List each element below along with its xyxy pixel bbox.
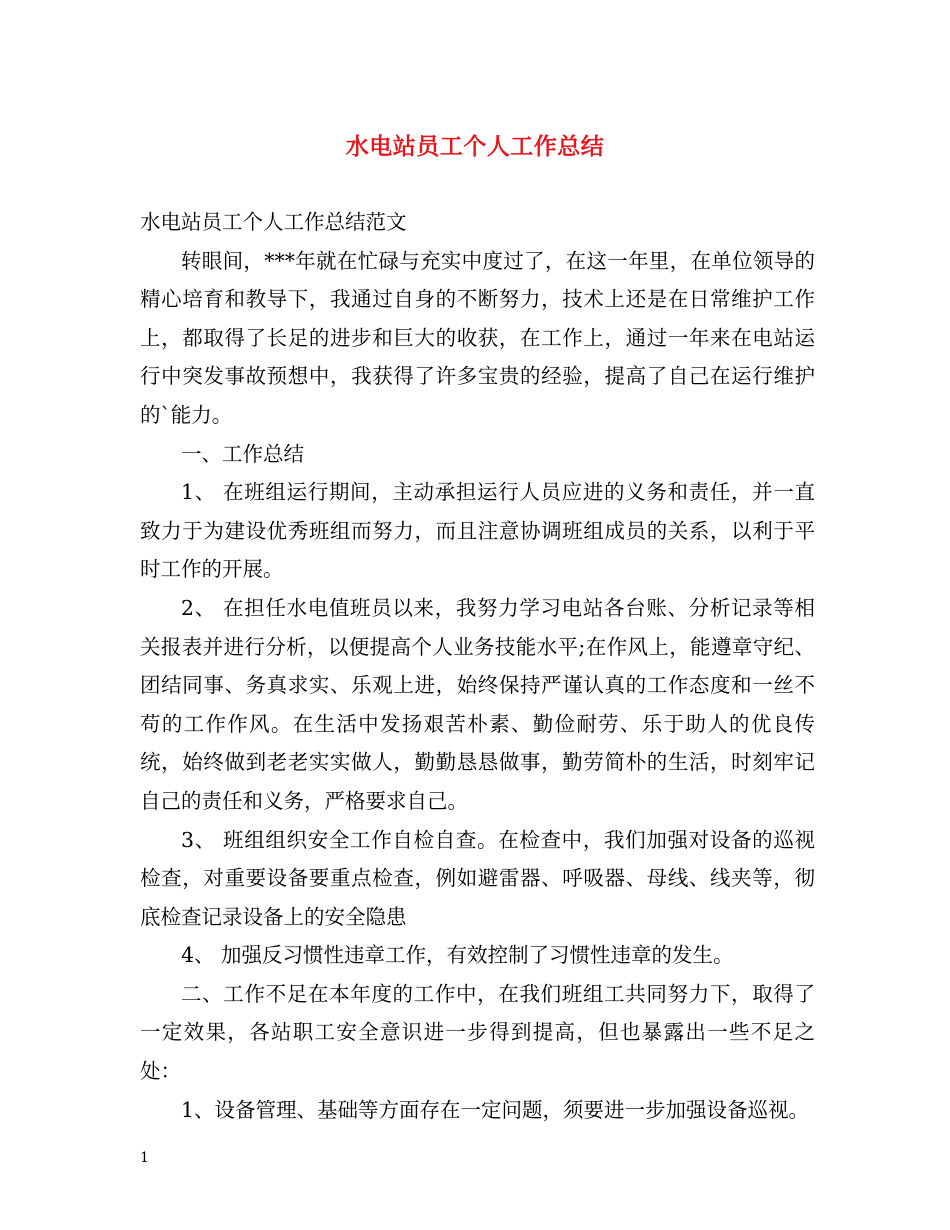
paragraph-intro: 转眼间，***年就在忙碌与充实中度过了，在这一年里，在单位领导的精心培育和教导下，我通过自身的不断努力，技术上还是在日常维护工作上，都取得了长足的进步和巨大的收获，在工作上，通过一年来在电站运行中突发事故预想中，我获得了许多宝贵的经验，提高了自己在运行维护的`能力。 (140, 248, 815, 427)
section-heading-shortcomings: 二、工作不足在本年度的工作中，在我们班组工共同努力下，取得了一定效果，各站职工安全意识进一步得到提高，但也暴露出一些不足之处： (140, 981, 815, 1084)
page-number: 1 (140, 1150, 149, 1166)
paragraph-item-3: 3、 班组组织安全工作自检自查。在检查中，我们加强对设备的巡视检查，对重要设备要重点检查，例如避雷器、呼吸器、母线、线夹等，彻底检查记录设备上的安全隐患 (140, 827, 815, 929)
paragraph-item-2: 2、 在担任水电值班员以来，我努力学习电站各台账、分析记录等相关报表并进行分析，以便提高个人业务技能水平;在作风上，能遵章守纪、团结同事、务真求实、乐观上进，始终保持严谨认真的工作态度和一丝不苟的工作作风。在生活中发扬艰苦朴素、勤俭耐劳、乐于助人的优良传统，始终做到老老实实做人，勤勤恳恳做事，勤劳简朴的生活，时刻牢记自己的责任和义务，严格要求自己。 (140, 595, 815, 813)
paragraph-shortcoming-1: 1、设备管理、基础等方面存在一定问题，须要进一步加强设备巡视。 (181, 1097, 810, 1122)
paragraph-item-4: 4、 加强反习惯性违章工作，有效控制了习惯性违章的发生。 (181, 943, 734, 968)
paragraph-item-1: 1、 在班组运行期间，主动承担运行人员应进的义务和责任，并一直致力于为建设优秀班组而努力，而且注意协调班组成员的关系，以利于平时工作的开展。 (140, 480, 815, 582)
document-title: 水电站员工个人工作总结 (345, 133, 605, 160)
document-body (140, 203, 815, 1129)
document-subtitle: 水电站员工个人工作总结范文 (140, 210, 407, 234)
section-heading-work-summary: 一、工作总结 (181, 441, 304, 466)
